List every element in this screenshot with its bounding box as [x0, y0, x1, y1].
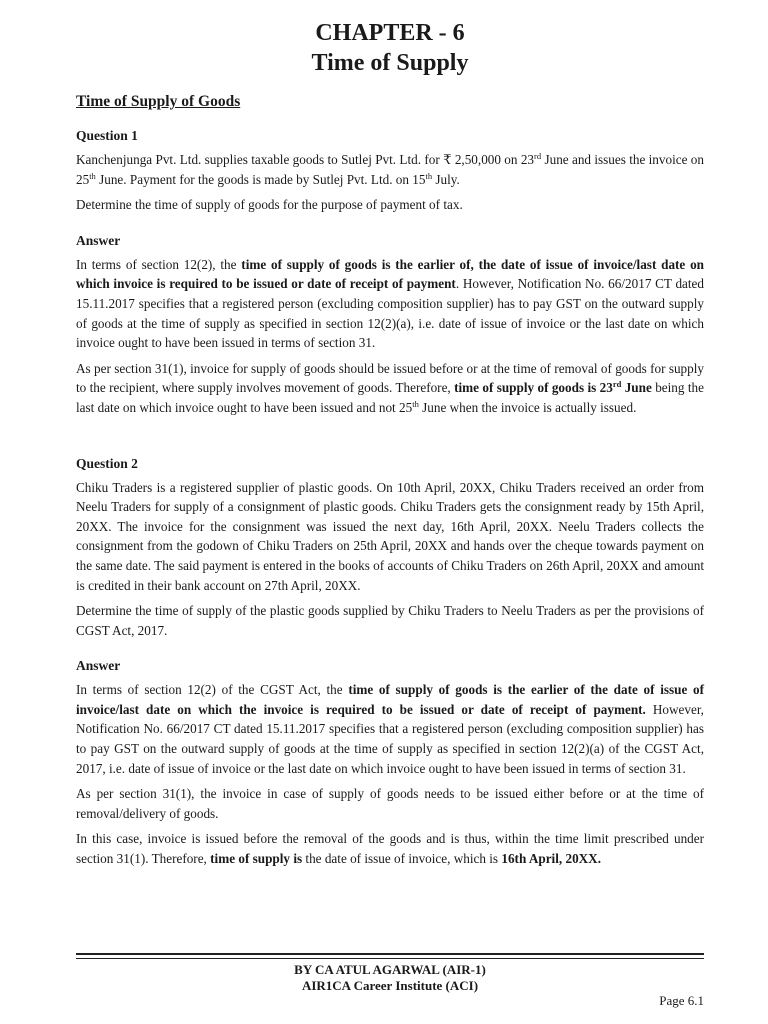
document-page — [76, 18, 704, 875]
answer-1-heading: Answer — [76, 232, 121, 248]
footer — [76, 962, 704, 994]
answer-2-para-3: In this case, invoice is issued before the removal of the goods and is thus, within the time limit prescribed under section 31(1). Therefore, time of supply is the date of issue of invoice, which is 16th April, 20XX. — [76, 831, 704, 867]
answer-2-para-2: As per section 31(1), the invoice in case of supply of goods needs to be issued either before or at the time of removal/delivery of goods. — [76, 786, 704, 821]
answer-2-heading: Answer — [76, 658, 121, 674]
footer-divider — [76, 953, 704, 955]
chapter-number: CHAPTER - 6 — [315, 20, 465, 46]
answer-1-para-2: As per section 31(1), invoice for supply of goods should be issued before or at the time of removal of goods for supply to the recipient, where supply involves movement of goods. Therefore, time of supply of goods is 23rd June being the last date on which invoice ought to have been issued and not 25th June when the invoice is actually issued. — [76, 360, 704, 415]
chapter-title: Time of Supply — [311, 50, 469, 76]
section-heading: Time of Supply of Goods — [76, 93, 241, 110]
question-2-text: Chiku Traders is a registered supplier of plastic goods. On 10th April, 20XX, Chiku Traders received an order from Neelu Traders for supply of a consignment of plastic goods. Chiku Traders gets the consignment ready by 15th April, 20XX. The invoice for the consignment was issued the next day, 16th April, 20XX. Neelu Traders collects the consignment from the godown of Chiku Traders on 25th April, 20XX and hands over the cheque towards payment on the same date. The said payment is entered in the books of accounts of Chiku Traders on 26th April, 20XX and amount is credited in their bank account on 27th April, 20XX. — [76, 479, 704, 593]
footer-divider-thin — [76, 958, 704, 959]
footer-institute: AIR1CA Career Institute (ACI) — [301, 978, 479, 993]
question-2-prompt: Determine the time of supply of the plastic goods supplied by Chiku Traders to Neelu Traders as per the provisions of CGST Act, 2017. — [76, 603, 704, 638]
answer-1-para-1: In terms of section 12(2), the time of supply of goods is the earlier of, the date of issue of invoice/last date on which invoice is required to be issued or date of receipt of payment. However, Notification No. 66/2017 CT dated 15.11.2017 specifies that a registered person (excluding composition supplier) has to pay GST on the outward supply of goods at the time of supply as specified in section 12(2)(a), i.e. date of issue of invoice or the last date on which invoice ought to have been issued in terms of section 31. — [76, 256, 704, 351]
footer-author: BY CA ATUL AGARWAL (AIR-1) — [294, 962, 486, 977]
question-1-text: Kanchenjunga Pvt. Ltd. supplies taxable goods to Sutlej Pvt. Ltd. for ₹ 2,50,000 on 23rd June and issues the invoice on 25th June. Payment for the goods is made by Sutlej Pvt. Ltd. on 15th July. — [76, 151, 704, 187]
question-1-prompt: Determine the time of supply of goods for the purpose of payment of tax. — [76, 197, 463, 213]
question-1-heading: Question 1 — [76, 128, 138, 143]
page-number: Page 6.1 — [659, 993, 704, 1008]
answer-2-para-1: In terms of section 12(2) of the CGST Act, the time of supply of goods is the earlier of the date of issue of invoice/last date on which the invoice is required to be issued or date of receipt of payment. However, Notification No. 66/2017 CT dated 15.11.2017 specifies that a registered person (excluding composition supplier) has to pay GST on the outward supply of goods at the time of supply as specified in section 12(2)(a) of the CGST Act, 2017, i.e. date of issue of invoice or the last date on which invoice ought to have been issued in terms of section 31. — [76, 682, 704, 776]
question-2-heading: Question 2 — [76, 455, 138, 471]
